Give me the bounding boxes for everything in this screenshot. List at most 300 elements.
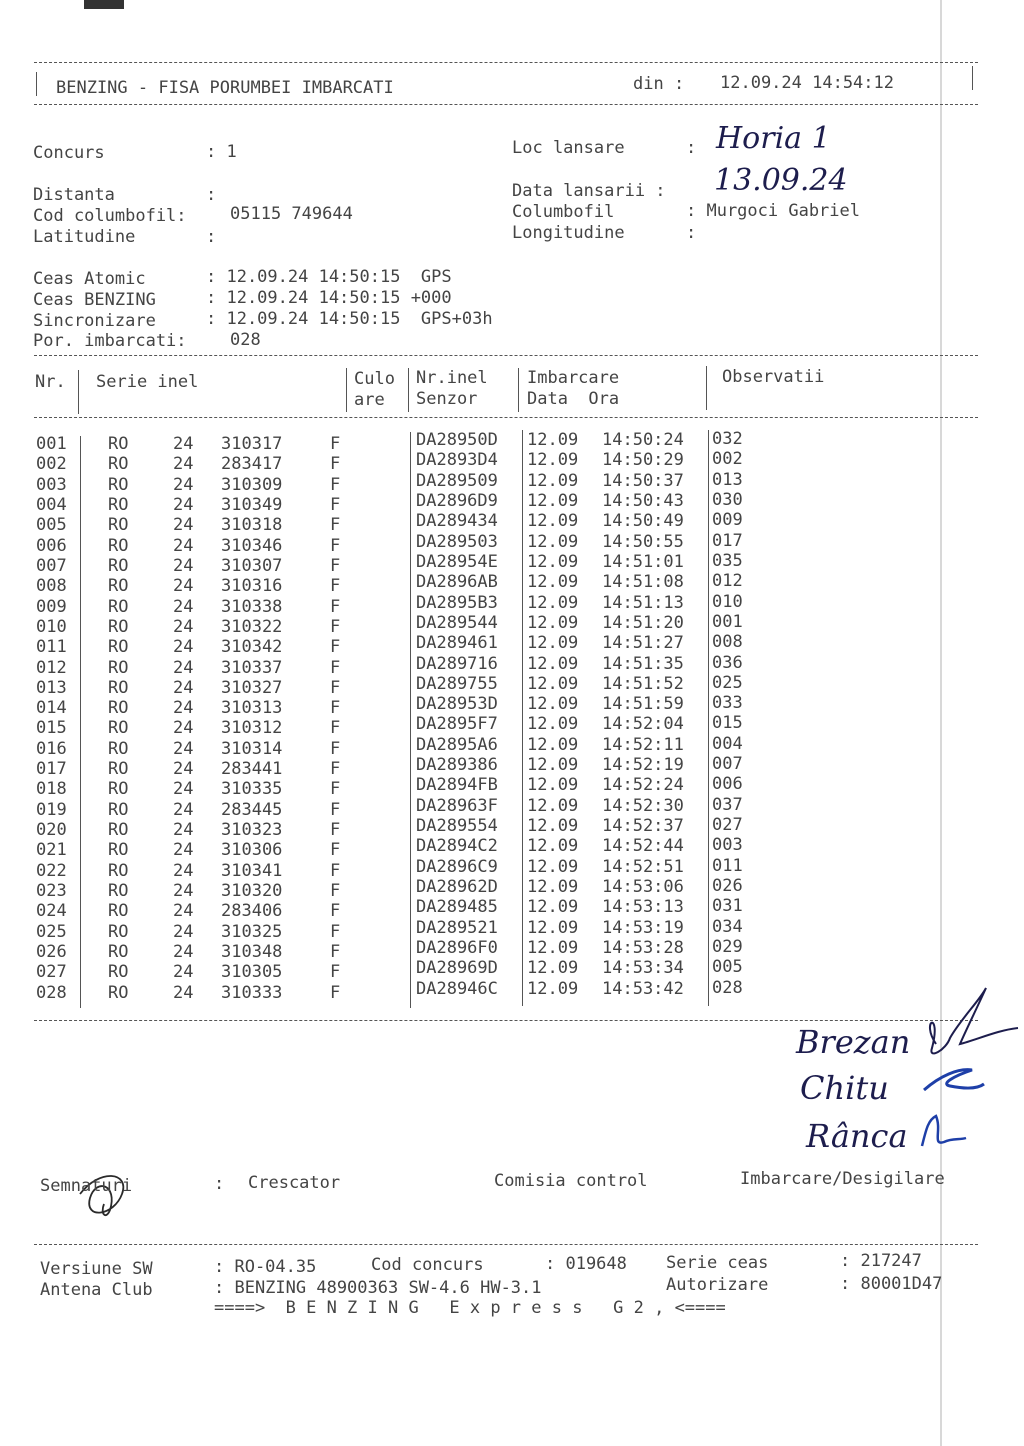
row-time: 14:51:01 — [602, 551, 684, 572]
row-year: 24 — [173, 799, 194, 820]
autorizare-value: : 80001D47 — [840, 1274, 943, 1294]
col-header-imbarcare-2: Data Ora — [527, 389, 620, 409]
row-ring-number: 310305 — [221, 962, 283, 983]
row-sex: F — [330, 840, 341, 861]
table-row — [0, 489, 1024, 518]
row-sex: F — [330, 779, 341, 800]
sincronizare-label: Sincronizare — [33, 311, 156, 331]
row-date: 12.09 — [527, 612, 579, 633]
row-observation: 017 — [712, 530, 743, 551]
divider — [34, 355, 978, 356]
ceas-benzing-value: : 12.09.24 14:50:15 +000 — [206, 288, 452, 308]
autorizare-label: Autorizare — [666, 1275, 769, 1295]
table-row — [0, 611, 1024, 640]
row-date: 12.09 — [527, 917, 579, 938]
row-country: RO — [108, 982, 129, 1003]
row-number: 020 — [36, 820, 67, 841]
signature-name-3: Rânca — [806, 1117, 908, 1155]
row-ring-number: 310320 — [221, 881, 283, 902]
col-header-nrinel-2: Senzor — [416, 389, 478, 409]
row-country: RO — [108, 901, 129, 922]
row-country: RO — [108, 881, 129, 902]
row-sensor-id: DA289716 — [416, 653, 498, 674]
row-sensor-id: DA28962D — [416, 877, 498, 898]
row-country: RO — [108, 657, 129, 678]
concurs-label: Concurs — [33, 143, 105, 163]
table-row — [0, 916, 1024, 945]
row-sensor-id: DA2895B3 — [416, 592, 498, 613]
row-sex: F — [330, 738, 341, 759]
header-border — [972, 66, 973, 90]
row-observation: 026 — [712, 876, 743, 897]
row-number: 006 — [36, 535, 67, 556]
row-time: 14:51:35 — [602, 653, 684, 674]
porumbei-imbarcati-value: 028 — [230, 330, 261, 350]
row-date: 12.09 — [527, 694, 579, 715]
table-row — [0, 469, 1024, 498]
row-year: 24 — [173, 474, 194, 495]
row-year: 24 — [173, 434, 194, 454]
row-sex: F — [330, 434, 341, 454]
row-time: 14:50:55 — [602, 531, 684, 552]
row-time: 14:50:37 — [602, 470, 684, 491]
latitudine-label: Latitudine — [33, 227, 136, 247]
imbarcare-desigilare-label: Imbarcare/Desigilare — [740, 1169, 945, 1189]
row-date: 12.09 — [527, 470, 579, 491]
row-observation: 005 — [712, 957, 743, 978]
row-time: 14:51:59 — [602, 694, 684, 715]
row-time: 14:52:30 — [602, 795, 684, 816]
ceas-benzing-label: Ceas BENZING — [33, 290, 156, 310]
table-row — [0, 510, 1024, 538]
table-row — [0, 957, 1024, 985]
row-observation: 034 — [712, 916, 743, 937]
col-header-imbarcare-1: Imbarcare — [527, 368, 620, 388]
row-number: 014 — [36, 698, 67, 719]
row-number: 018 — [36, 779, 67, 800]
row-ring-number: 283445 — [221, 799, 283, 820]
row-sex: F — [330, 718, 341, 739]
row-sex: F — [330, 535, 341, 556]
row-date: 12.09 — [527, 795, 579, 816]
row-time: 14:52:51 — [602, 856, 684, 877]
row-country: RO — [108, 474, 129, 495]
row-country: RO — [108, 779, 129, 800]
row-observation: 031 — [712, 896, 743, 917]
cod-columbofil-label: Cod columbofil: — [33, 206, 187, 226]
cod-concurs-label: Cod concurs — [371, 1255, 484, 1275]
row-time: 14:51:08 — [602, 572, 684, 593]
row-year: 24 — [173, 942, 194, 962]
row-observation: 033 — [712, 693, 743, 714]
row-ring-number: 283417 — [221, 454, 283, 475]
divider — [34, 1020, 978, 1021]
row-ring-number: 283406 — [221, 901, 283, 922]
col-header-observatii: Observatii — [722, 367, 825, 387]
row-time: 14:52:44 — [602, 836, 684, 857]
row-sensor-id: DA289503 — [416, 531, 498, 552]
table-row — [0, 855, 1024, 884]
row-time: 14:53:28 — [602, 938, 684, 958]
row-sex: F — [330, 759, 341, 780]
col-separator — [408, 368, 409, 412]
row-ring-number: 310313 — [221, 698, 283, 719]
row-number: 005 — [36, 515, 67, 536]
row-time: 14:52:19 — [602, 755, 684, 776]
signature-scribble — [922, 1116, 966, 1146]
row-number: 007 — [36, 555, 67, 576]
row-date: 12.09 — [527, 592, 579, 613]
row-sensor-id: DA289544 — [416, 612, 498, 633]
row-country: RO — [108, 535, 129, 556]
row-country: RO — [108, 921, 129, 942]
crescator-label: Crescator — [248, 1173, 341, 1193]
row-sex: F — [330, 820, 341, 841]
row-country: RO — [108, 840, 129, 861]
row-time: 14:53:06 — [602, 877, 684, 898]
row-sex: F — [330, 881, 341, 902]
row-year: 24 — [173, 921, 194, 942]
col-header-nrinel-1: Nr.inel — [416, 368, 488, 388]
distanta-label: Distanta — [33, 185, 115, 205]
row-date: 12.09 — [527, 836, 579, 857]
row-year: 24 — [173, 535, 194, 556]
table-row — [0, 449, 1024, 477]
row-ring-number: 310317 — [221, 434, 283, 454]
row-year: 24 — [173, 738, 194, 759]
row-observation: 009 — [712, 510, 743, 531]
col-separator — [410, 432, 411, 1008]
row-year: 24 — [173, 677, 194, 698]
row-ring-number: 310314 — [221, 738, 283, 759]
row-ring-number: 310348 — [221, 942, 283, 962]
col-separator — [518, 368, 519, 412]
versiune-sw-label: Versiune SW — [40, 1259, 153, 1279]
table-row — [0, 937, 1024, 965]
row-sensor-id: DA289521 — [416, 917, 498, 938]
row-time: 14:52:24 — [602, 775, 684, 796]
row-observation: 002 — [712, 449, 743, 470]
col-separator — [706, 366, 707, 410]
row-time: 14:53:42 — [602, 978, 684, 999]
row-country: RO — [108, 718, 129, 739]
row-date: 12.09 — [527, 816, 579, 837]
row-observation: 037 — [712, 794, 743, 815]
row-country: RO — [108, 962, 129, 983]
row-ring-number: 310318 — [221, 515, 283, 536]
print-date-label: din : — [633, 74, 685, 94]
row-date: 12.09 — [527, 673, 579, 694]
row-country: RO — [108, 860, 129, 881]
row-ring-number: 283441 — [221, 759, 283, 780]
row-ring-number: 310333 — [221, 982, 283, 1003]
row-sex: F — [330, 555, 341, 576]
row-ring-number: 310341 — [221, 860, 283, 881]
row-sensor-id: DA289485 — [416, 897, 498, 918]
serie-ceas-value: : 217247 — [840, 1251, 922, 1271]
row-year: 24 — [173, 616, 194, 637]
row-time: 14:51:13 — [602, 592, 684, 613]
row-number: 015 — [36, 718, 67, 739]
row-observation: 035 — [712, 550, 743, 571]
row-country: RO — [108, 942, 129, 962]
loc-lansare-handwritten: Horia 1 — [716, 121, 831, 156]
row-ring-number: 310349 — [221, 494, 283, 515]
row-sensor-id: DA289386 — [416, 755, 498, 776]
columbofil-label: Columbofil — [512, 202, 615, 222]
row-number: 022 — [36, 860, 67, 881]
row-sex: F — [330, 921, 341, 942]
row-ring-number: 310322 — [221, 616, 283, 637]
col-separator — [708, 430, 709, 1006]
row-date: 12.09 — [527, 490, 579, 511]
row-year: 24 — [173, 718, 194, 739]
header-border — [36, 72, 37, 96]
benzing-express-banner: ====> B E N Z I N G E x p r e s s G 2 , <==== — [214, 1298, 726, 1318]
table-row — [0, 774, 1024, 802]
row-number: 008 — [36, 576, 67, 597]
row-country: RO — [108, 494, 129, 515]
col-separator — [80, 436, 81, 1008]
row-sex: F — [330, 474, 341, 495]
longitudine-label: Longitudine — [512, 223, 625, 243]
row-sensor-id: DA2896AB — [416, 572, 498, 593]
row-ring-number: 310312 — [221, 718, 283, 739]
col-header-culoare-2: are — [354, 390, 385, 410]
row-sex: F — [330, 515, 341, 536]
data-lansarii-handwritten: 13.09.24 — [714, 163, 848, 198]
row-time: 14:50:29 — [602, 450, 684, 471]
row-number: 002 — [36, 454, 67, 475]
row-sensor-id: DA28954E — [416, 551, 498, 572]
table-row — [0, 652, 1024, 681]
row-ring-number: 310346 — [221, 535, 283, 556]
antena-club-value: : BENZING 48900363 SW-4.6 HW-3.1 — [214, 1278, 542, 1298]
row-time: 14:53:34 — [602, 958, 684, 979]
row-ring-number: 310323 — [221, 820, 283, 841]
table-row — [0, 571, 1024, 599]
semnaturi-label: Semnaturi — [40, 1176, 133, 1196]
row-date: 12.09 — [527, 430, 579, 450]
signature-scribble — [924, 1070, 984, 1090]
row-sensor-id: DA289755 — [416, 673, 498, 694]
row-sex: F — [330, 677, 341, 698]
row-ring-number: 310337 — [221, 657, 283, 678]
document-title: BENZING - FISA PORUMBEI IMBARCATI — [56, 78, 394, 98]
divider — [34, 417, 978, 418]
row-sex: F — [330, 799, 341, 820]
columbofil-value: : Murgoci Gabriel — [686, 201, 860, 221]
row-date: 12.09 — [527, 877, 579, 898]
print-date-value: 12.09.24 14:54:12 — [720, 73, 894, 93]
row-time: 14:53:19 — [602, 917, 684, 938]
row-date: 12.09 — [527, 551, 579, 572]
row-observation: 030 — [712, 489, 743, 510]
row-sensor-id: DA2895F7 — [416, 714, 498, 735]
row-ring-number: 310316 — [221, 576, 283, 597]
row-sensor-id: DA28969D — [416, 958, 498, 979]
row-year: 24 — [173, 962, 194, 983]
table-row — [0, 977, 1024, 1006]
comisia-control-label: Comisia control — [494, 1171, 648, 1191]
row-year: 24 — [173, 982, 194, 1003]
row-sex: F — [330, 637, 341, 658]
row-date: 12.09 — [527, 714, 579, 735]
row-observation: 012 — [712, 571, 743, 592]
row-date: 12.09 — [527, 978, 579, 999]
row-observation: 015 — [712, 713, 743, 734]
row-observation: 025 — [712, 672, 743, 693]
ceas-atomic-value: : 12.09.24 14:50:15 GPS — [206, 267, 452, 287]
row-number: 019 — [36, 799, 67, 820]
row-year: 24 — [173, 657, 194, 678]
row-observation: 029 — [712, 937, 743, 957]
row-year: 24 — [173, 576, 194, 597]
row-ring-number: 310306 — [221, 840, 283, 861]
row-observation: 032 — [712, 429, 743, 449]
row-sex: F — [330, 901, 341, 922]
row-country: RO — [108, 637, 129, 658]
row-ring-number: 310335 — [221, 779, 283, 800]
divider — [34, 62, 978, 63]
table-row — [0, 876, 1024, 904]
row-observation: 013 — [712, 469, 743, 490]
row-date: 12.09 — [527, 450, 579, 471]
col-header-nr: Nr. — [35, 372, 66, 392]
table-row — [0, 733, 1024, 762]
row-country: RO — [108, 454, 129, 475]
row-sensor-id: DA2896F0 — [416, 938, 498, 958]
row-country: RO — [108, 555, 129, 576]
row-sex: F — [330, 942, 341, 962]
row-date: 12.09 — [527, 755, 579, 776]
row-date: 12.09 — [527, 633, 579, 654]
row-country: RO — [108, 759, 129, 780]
row-observation: 028 — [712, 977, 743, 998]
row-number: 001 — [36, 434, 67, 454]
row-year: 24 — [173, 454, 194, 475]
col-separator — [522, 430, 523, 1006]
row-ring-number: 310342 — [221, 637, 283, 658]
signature-scribbles — [880, 980, 1020, 1170]
row-number: 016 — [36, 738, 67, 759]
row-sensor-id: DA2896D9 — [416, 490, 498, 511]
row-number: 028 — [36, 982, 67, 1003]
row-sensor-id: DA28953D — [416, 694, 498, 715]
latitudine-value: : — [206, 227, 217, 247]
table-row — [0, 672, 1024, 701]
row-ring-number: 310338 — [221, 596, 283, 617]
col-separator — [78, 370, 79, 414]
row-sex: F — [330, 698, 341, 719]
col-header-serie: Serie inel — [96, 372, 199, 392]
row-year: 24 — [173, 881, 194, 902]
table-row — [0, 713, 1024, 741]
row-date: 12.09 — [527, 897, 579, 918]
porumbei-imbarcati-label: Por. imbarcati: — [33, 331, 187, 351]
row-time: 14:52:11 — [602, 734, 684, 755]
row-country: RO — [108, 596, 129, 617]
row-year: 24 — [173, 637, 194, 658]
row-country: RO — [108, 698, 129, 719]
row-sensor-id: DA2894C2 — [416, 836, 498, 857]
row-country: RO — [108, 616, 129, 637]
table-row — [0, 794, 1024, 823]
ceas-atomic-label: Ceas Atomic — [33, 269, 146, 289]
row-number: 023 — [36, 881, 67, 902]
table-row — [0, 550, 1024, 579]
table-row — [0, 591, 1024, 620]
row-year: 24 — [173, 901, 194, 922]
loc-lansare-sep: : — [686, 138, 697, 158]
row-sex: F — [330, 657, 341, 678]
row-observation: 008 — [712, 632, 743, 653]
row-observation: 004 — [712, 733, 743, 754]
longitudine-value: : — [686, 223, 697, 243]
col-separator — [346, 368, 347, 412]
row-date: 12.09 — [527, 734, 579, 755]
row-year: 24 — [173, 494, 194, 515]
col-header-culoare-1: Culo — [354, 369, 395, 389]
row-observation: 027 — [712, 815, 743, 836]
row-time: 14:52:37 — [602, 816, 684, 837]
row-number: 027 — [36, 962, 67, 983]
row-sensor-id: DA2896C9 — [416, 856, 498, 877]
row-sex: F — [330, 454, 341, 475]
row-number: 003 — [36, 474, 67, 495]
row-country: RO — [108, 434, 129, 454]
row-sensor-id: DA2895A6 — [416, 734, 498, 755]
data-lansarii-label: Data lansarii : — [512, 181, 666, 201]
row-sensor-id: DA28963F — [416, 795, 498, 816]
row-time: 14:50:43 — [602, 490, 684, 511]
row-year: 24 — [173, 759, 194, 780]
row-number: 024 — [36, 901, 67, 922]
row-date: 12.09 — [527, 958, 579, 979]
row-time: 14:51:20 — [602, 612, 684, 633]
row-observation: 010 — [712, 591, 743, 612]
row-sex: F — [330, 860, 341, 881]
row-sensor-id: DA289554 — [416, 816, 498, 837]
row-sex: F — [330, 596, 341, 617]
row-year: 24 — [173, 698, 194, 719]
row-time: 14:51:52 — [602, 673, 684, 694]
row-sensor-id: DA289509 — [416, 470, 498, 491]
table-row — [0, 815, 1024, 843]
table-row — [0, 835, 1024, 863]
row-country: RO — [108, 576, 129, 597]
row-ring-number: 310325 — [221, 921, 283, 942]
divider — [34, 104, 978, 105]
row-number: 004 — [36, 494, 67, 515]
row-number: 026 — [36, 942, 67, 962]
row-observation: 003 — [712, 835, 743, 856]
row-sex: F — [330, 494, 341, 515]
row-year: 24 — [173, 779, 194, 800]
row-sex: F — [330, 616, 341, 637]
divider — [34, 1244, 978, 1245]
row-date: 12.09 — [527, 531, 579, 552]
row-number: 025 — [36, 921, 67, 942]
table-row — [0, 429, 1024, 457]
row-date: 12.09 — [527, 511, 579, 532]
row-year: 24 — [173, 820, 194, 841]
signature-scribble — [930, 988, 1018, 1053]
concurs-value: : 1 — [206, 142, 237, 162]
signature-name-1: Brezan — [796, 1023, 911, 1061]
row-year: 24 — [173, 515, 194, 536]
row-number: 013 — [36, 677, 67, 698]
